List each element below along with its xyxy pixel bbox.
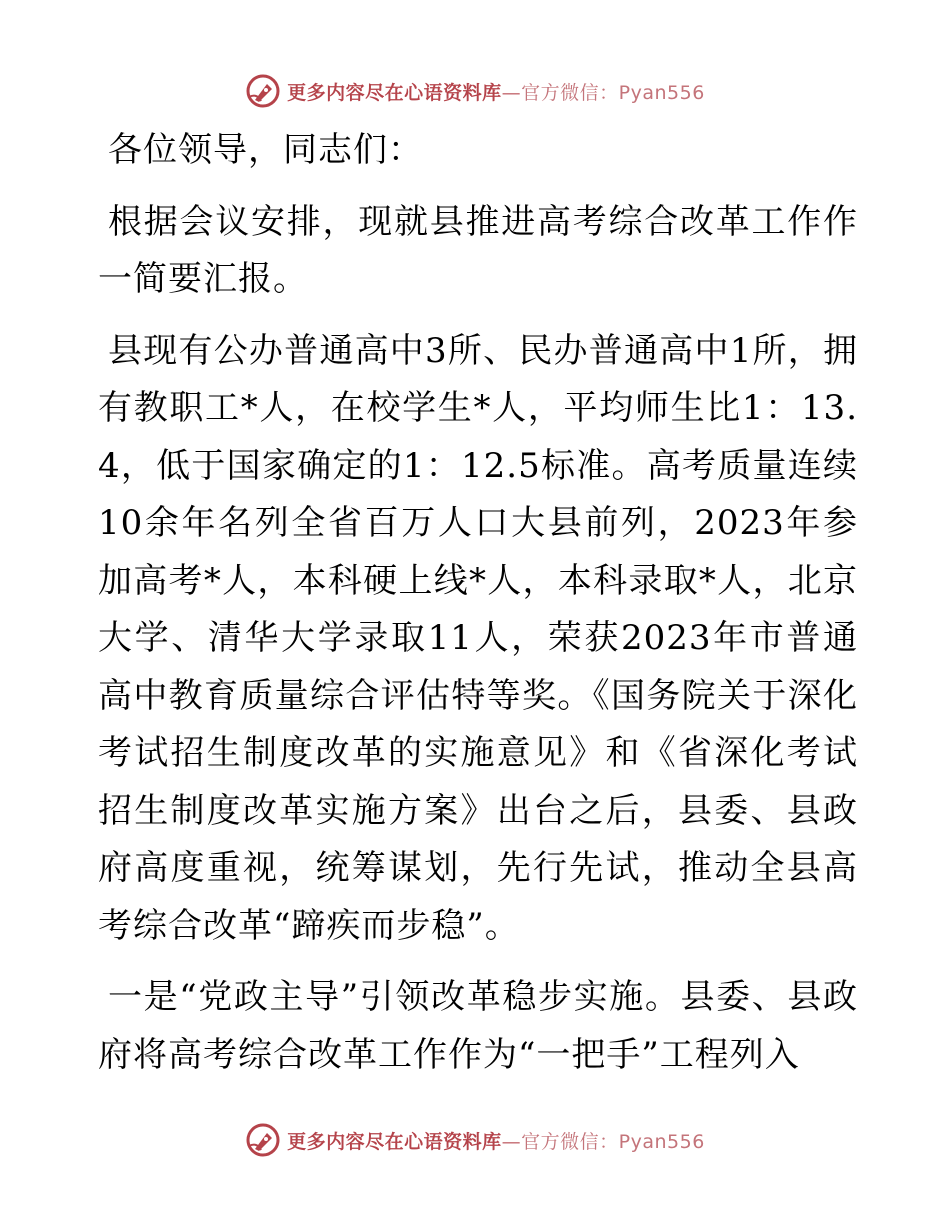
watermark-main: 更多内容尽在心语资料库 [287, 81, 502, 104]
pen-nib-circle-icon [245, 1122, 281, 1158]
watermark-sub: 官方微信：Pyan556 [521, 81, 705, 104]
watermark-main: 更多内容尽在心语资料库 [287, 1130, 502, 1153]
paragraph-point-one: 一是“党政主导”引领改革稳步实施。县委、县政府将高考综合改革工作作为“一把手”工程列入 [98, 977, 858, 1075]
watermark-text [287, 78, 705, 105]
watermark-dash: — [501, 1130, 522, 1153]
paragraph-intro: 根据会议安排，现就县推进高考综合改革工作作一简要汇报。 [98, 201, 858, 299]
paragraph-overview: 县现有公办普通高中3所、民办普通高中1所，拥有教职工*人，在校学生*人，平均师生比1：13.4，低于国家确定的1：12.5标准。高考质量连续10余年名列全省百万人口大县前列，2023年参加高考*人，本科硬上线*人，本科录取*人，北京大学、清华大学录取11人，荣获2023年市普通高中教育质量综合评估特等奖。《国务院关于深化考试招生制度改革的实施意见》和《省深化考试招生制度改革实施方案》出台之后，县委、县政府高度重视，统筹谋划，先行先试，推动全县高考综合改革“蹄疾而步稳”。 [98, 330, 858, 946]
document-body [98, 122, 858, 1084]
footer-watermark [0, 1120, 950, 1160]
salutation: 各位领导，同志们： [108, 130, 423, 170]
header-watermark [0, 71, 950, 111]
watermark-text [287, 1127, 705, 1154]
pen-nib-circle-icon [245, 73, 281, 109]
watermark-dash: — [501, 81, 522, 104]
watermark-sub: 官方微信：Pyan556 [521, 1130, 705, 1153]
